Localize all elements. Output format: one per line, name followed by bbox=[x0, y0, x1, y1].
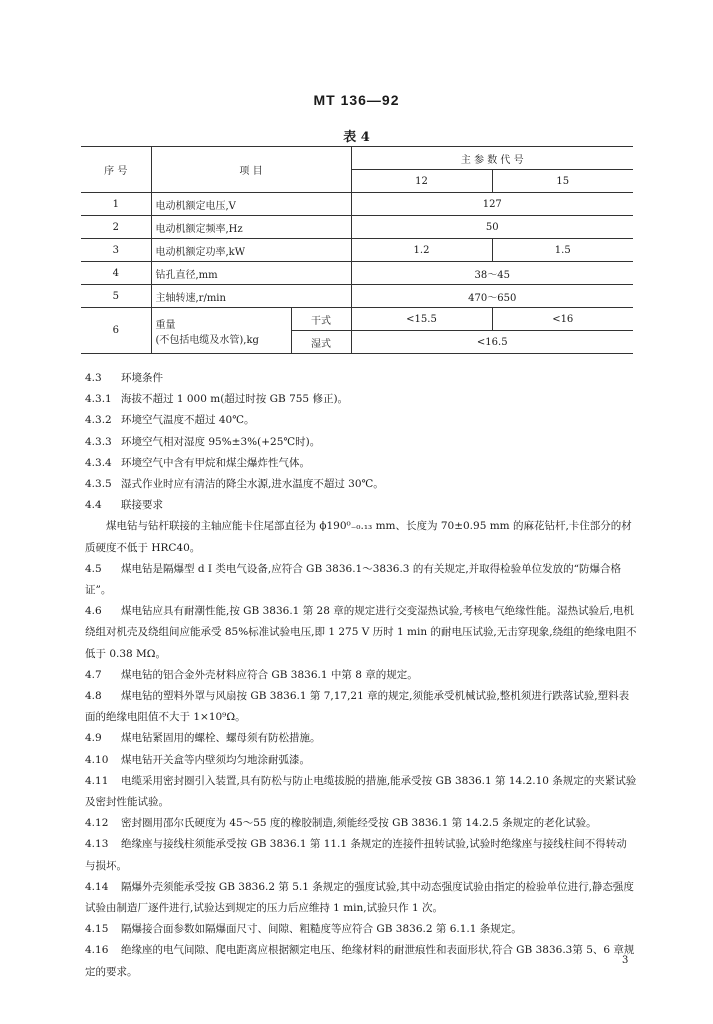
spec-table bbox=[81, 146, 633, 354]
clause-paragraph bbox=[85, 410, 637, 431]
clause-paragraph bbox=[85, 940, 637, 982]
clause-paragraph bbox=[85, 877, 637, 919]
clause-number: 4.3.3 bbox=[85, 435, 112, 448]
table-row: 1 电动机额定电压,V 127 bbox=[81, 193, 633, 216]
clause-text: 环境空气相对湿度 95%±3%(+25℃时)。 bbox=[121, 435, 321, 448]
clause-text: 环境空气温度不超过 40℃。 bbox=[121, 414, 255, 427]
clause-number: 4.3.5 bbox=[85, 478, 112, 491]
clause-text: 环境条件 bbox=[121, 372, 163, 384]
clause-paragraph bbox=[85, 474, 637, 495]
wet-label: 湿式 bbox=[291, 331, 351, 354]
clause-paragraph bbox=[85, 516, 637, 558]
table-row: 2 电动机额定频率,Hz 50 bbox=[81, 216, 633, 239]
table-row: 5 主轴转速,r/min 470～650 bbox=[81, 285, 633, 308]
header-params: 主 参 数 代 号 bbox=[351, 147, 633, 170]
clause-paragraph bbox=[85, 771, 637, 813]
clause-number: 4.3.2 bbox=[85, 414, 112, 427]
standard-header: MT 136—92 bbox=[313, 92, 400, 108]
clause-text: 湿式作业时应有清洁的降尘水源,进水温度不超过 30℃。 bbox=[121, 478, 384, 491]
clause-number: 4.3 bbox=[85, 372, 102, 384]
weight-note: (不包括电缆及水管),kg bbox=[155, 334, 259, 346]
clause-paragraph bbox=[85, 368, 637, 389]
dry-label: 干式 bbox=[291, 308, 351, 331]
clause-paragraph bbox=[85, 813, 637, 834]
clause-number: 4.3.1 bbox=[85, 393, 112, 406]
header-code-12: 12 bbox=[351, 170, 492, 193]
clause-text: 绝缘座与接线柱须能承受按 GB 3836.1 第 11.1 条规定的连接件扭转试验,试验时绝缘座与接线柱间不得转动与损坏。 bbox=[85, 838, 627, 872]
clause-text: 绝缘座的电气间隙、爬电距离应根据额定电压、绝缘材料的耐泄痕性和表面形状,符合 GB 3836.3第 5、6 章规定的要求。 bbox=[85, 944, 635, 978]
clause-text: 煤电钻紧固用的螺栓、螺母须有防松措施。 bbox=[121, 732, 321, 745]
clause-paragraph bbox=[85, 686, 637, 728]
clause-paragraph bbox=[85, 601, 637, 665]
clause-number: 4.11 bbox=[85, 774, 109, 787]
clause-number: 4.14 bbox=[85, 880, 109, 893]
table-caption: 表 4 bbox=[343, 130, 370, 145]
clause-number: 4.8 bbox=[85, 690, 102, 703]
table-row: 3 电动机额定功率,kW 1.2 1.5 bbox=[81, 239, 633, 262]
clause-paragraph bbox=[85, 432, 637, 453]
body-text bbox=[85, 368, 637, 983]
clause-paragraph bbox=[85, 453, 637, 474]
clause-number: 4.3.4 bbox=[85, 456, 112, 469]
clause-number: 4.9 bbox=[85, 732, 102, 745]
header-code-15: 15 bbox=[492, 170, 633, 193]
clause-text: 煤电钻的铝合金外壳材料应符合 GB 3836.1 中第 8 章的规定。 bbox=[121, 668, 418, 681]
page-number: 3 bbox=[622, 955, 629, 966]
clause-text: 煤电钻开关盒等内壁须均匀地涂耐弧漆。 bbox=[121, 753, 310, 766]
table-row: 4 钻孔直径,mm 38～45 bbox=[81, 262, 633, 285]
clause-number: 4.12 bbox=[85, 817, 109, 830]
clause-text: 隔爆外壳须能承受按 GB 3836.2 第 5.1 条规定的强度试验,其中动态强度试验由指定的检验单位进行,静态强度试验由制造厂逐件进行,试验达到规定的压力后应维持 1 min,试验只作 1 次。 bbox=[85, 880, 634, 915]
weight-label: 重量 bbox=[155, 319, 176, 331]
table-row-weight-dry: 6 重量 (不包括电缆及水管),kg 干式 <15.5 <16 bbox=[81, 308, 633, 331]
clause-number: 4.4 bbox=[85, 499, 102, 512]
clause-paragraph bbox=[85, 665, 637, 686]
clause-paragraph bbox=[85, 919, 637, 940]
clause-number: 4.16 bbox=[85, 944, 109, 957]
clause-text: 环境空气中含有甲烷和煤尘爆炸性气体。 bbox=[121, 456, 310, 469]
header-item: 项 目 bbox=[151, 147, 351, 193]
clause-text: 密封圈用邵尔氏硬度为 45～55 度的橡胶制造,须能经受按 GB 3836.1 第 14.2.5 条规定的老化试验。 bbox=[121, 817, 597, 830]
clause-paragraph bbox=[85, 495, 637, 516]
clause-text: 隔爆接合面参数如隔爆面尺寸、间隙、粗糙度等应符合 GB 3836.2 第 6.1.1 条规定。 bbox=[121, 923, 522, 936]
clause-number: 4.15 bbox=[85, 923, 109, 936]
clause-text: 联接要求 bbox=[121, 499, 163, 512]
clause-number: 4.13 bbox=[85, 838, 109, 851]
table-header-row bbox=[81, 147, 633, 170]
clause-text: 煤电钻应具有耐潮性能,按 GB 3836.1 第 28 章的规定进行交变湿热试验,考核电气绝缘性能。湿热试验后,电机绕组对机壳及绕组间应能承受 85%标准试验电压,即 1 275 V 历时 1 min 的耐电压试验,无击穿现象,绕组的绝缘电阻不低于 0.38 MΩ。 bbox=[85, 605, 637, 660]
clause-number: 4.7 bbox=[85, 668, 102, 681]
table-row-weight-wet: 湿式 <16.5 bbox=[81, 331, 633, 354]
clause-text: 海拔不超过 1 000 m(超过时按 GB 755 修正)。 bbox=[121, 393, 349, 406]
clause-text: 电缆采用密封圈引入装置,具有防松与防止电缆拔脱的措施,能承受按 GB 3836.1 第 14.2.10 条规定的夹紧试验及密封性能试验。 bbox=[85, 774, 637, 809]
header-seq: 序 号 bbox=[81, 147, 151, 193]
clause-paragraph bbox=[85, 750, 637, 771]
clause-paragraph bbox=[85, 389, 637, 410]
clause-paragraph bbox=[85, 728, 637, 749]
clause-text: 煤电钻与钻杆联接的主轴应能卡住尾部直径为 ϕ190⁰₋₀.₁₃ mm、长度为 70±0.95 mm 的麻花钻杆,卡住部分的材质硬度不低于 HRC40。 bbox=[85, 520, 632, 554]
clause-number: 4.5 bbox=[85, 562, 102, 575]
clause-paragraph bbox=[85, 834, 637, 876]
clause-number: 4.10 bbox=[85, 753, 109, 766]
clause-text: 煤电钻是隔爆型 d I 类电气设备,应符合 GB 3836.1～3836.3 的有关规定,并取得检验单位发放的“防爆合格证”。 bbox=[85, 562, 622, 597]
clause-number: 4.6 bbox=[85, 605, 102, 618]
clause-text: 煤电钻的塑料外罩与风扇按 GB 3836.1 第 7,17,21 章的规定,须能承受机械试验,整机须进行跌落试验,塑料表面的绝缘电阻值不大于 1×10⁹Ω。 bbox=[85, 690, 630, 724]
clause-paragraph bbox=[85, 559, 637, 601]
